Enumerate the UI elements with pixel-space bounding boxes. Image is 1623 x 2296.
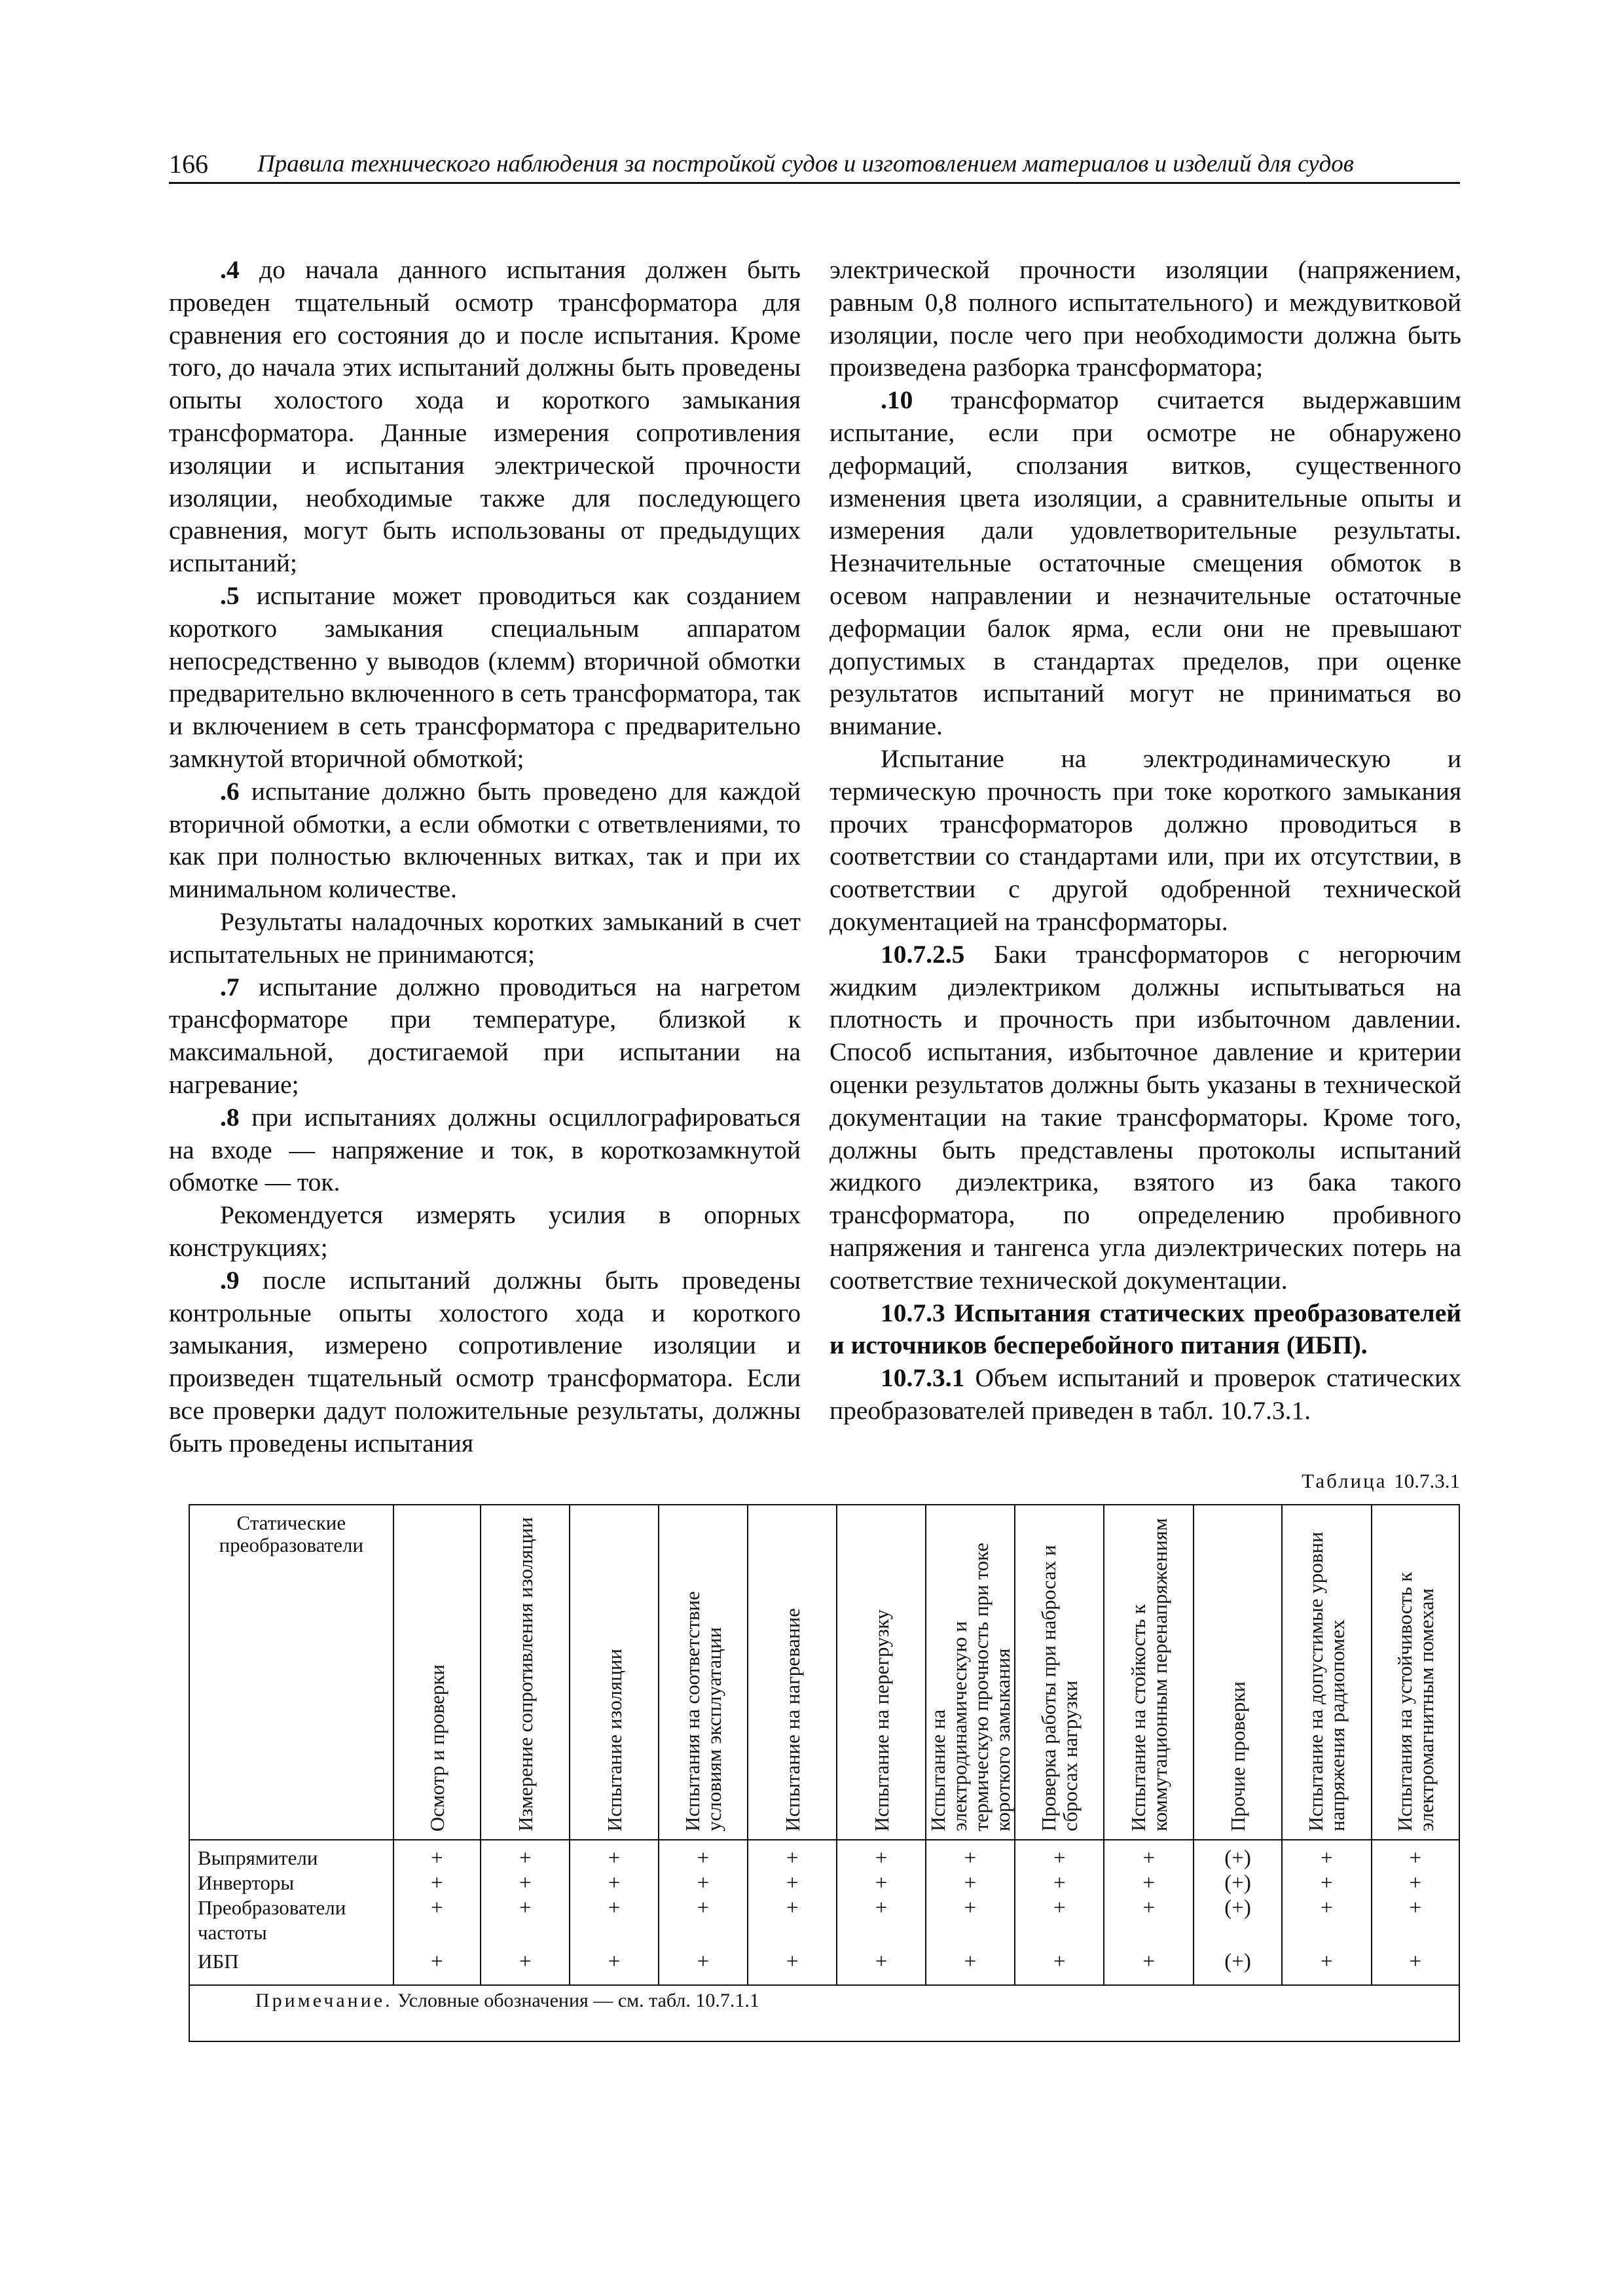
table-cell: +	[748, 1895, 837, 1945]
text-span: 10.7.2.5	[881, 939, 965, 969]
table-cell: +	[481, 1895, 570, 1945]
table-row	[189, 1871, 1459, 1895]
corner-header: Статические преобразователи	[189, 1505, 393, 1840]
table-row	[189, 1945, 1459, 1985]
text-span: 10.7.3.1	[1394, 1469, 1460, 1492]
table-cell: +	[659, 1840, 748, 1871]
text-span: Испытание на допустимые уровни напряжения радиопомех	[1304, 1532, 1349, 1831]
column-header	[1282, 1505, 1371, 1840]
column-header	[393, 1505, 481, 1840]
text-span: Осмотр и проверки	[425, 1664, 448, 1831]
table-cell: +	[1015, 1895, 1104, 1945]
text-span: .4	[220, 255, 240, 284]
table-cell: +	[926, 1840, 1015, 1871]
page-header	[169, 149, 1460, 184]
table-cell: +	[748, 1840, 837, 1871]
left-column	[169, 254, 801, 1460]
table-cell: +	[659, 1895, 748, 1945]
text-span: .8	[220, 1102, 240, 1132]
text-span: до начала данного испытания должен быть проведен тщательный осмотр трансформатора для сравнения его состояния до и после испытания. Кроме того, до начала этих испытаний должны быть проведены опыты холостого хода и короткого замыкания трансформатора. Данные измерения сопротивления изоляции и испытания электрической прочности изоляции, необходимые также для последующего сравнения, могут быть использованы от предыдущих испытаний;	[169, 255, 801, 578]
table-note-row	[189, 1985, 1459, 2041]
text-span: .9	[220, 1265, 240, 1295]
paragraph	[830, 1362, 1461, 1427]
table-cell: +	[1372, 1840, 1459, 1871]
paragraph	[169, 1102, 801, 1199]
table-cell: +	[1282, 1895, 1371, 1945]
text-span: при испытаниях должны осциллографироваться на входе — напряжение и ток, в короткозамкнутой обмотке — ток.	[169, 1102, 801, 1197]
table-cell: +	[570, 1871, 658, 1895]
table-row	[189, 1840, 1459, 1871]
table-cell: +	[1372, 1945, 1459, 1985]
text-span: испытание может проводиться как созданием короткого замыкания специальным аппаратом непосредственно у выводов (клемм) вторичной обмотки предварительно включенного в сеть трансформатора, так и включением в сеть трансформатора с предварительно замкнутой вторичной обмоткой;	[169, 581, 801, 773]
table-cell: +	[926, 1945, 1015, 1985]
table-caption	[917, 1469, 1460, 1493]
table-cell: (+)	[1194, 1895, 1282, 1945]
page-number: 166	[169, 149, 208, 179]
row-label: Выпрямители	[189, 1840, 393, 1871]
text-span: .10	[881, 386, 913, 415]
table-cell: +	[926, 1871, 1015, 1895]
text-span: .5	[220, 581, 240, 610]
table-cell: +	[837, 1871, 925, 1895]
table-cell: +	[926, 1895, 1015, 1945]
paragraph	[169, 254, 801, 580]
paragraph	[169, 1265, 801, 1460]
table-cell: +	[1372, 1871, 1459, 1895]
table-cell: +	[1104, 1840, 1193, 1871]
paragraph	[169, 971, 801, 1102]
row-label: ИБП	[189, 1945, 393, 1985]
column-header	[570, 1505, 658, 1840]
paragraph: электрической прочности изоляции (напряжением, равным 0,8 полного испытательного) и междувитковой изоляции, после чего при необходимости должна быть произведена разборка трансформатора;	[830, 255, 1461, 382]
table-cell: +	[570, 1895, 658, 1945]
table-cell: +	[1104, 1871, 1193, 1895]
column-header	[1104, 1505, 1193, 1840]
table-cell: +	[748, 1871, 837, 1895]
column-header	[1194, 1505, 1282, 1840]
table-note	[189, 1985, 1459, 2041]
table-cell: +	[1282, 1871, 1371, 1895]
table-cell: +	[659, 1945, 748, 1985]
paragraph: Результаты наладочных коротких замыканий в счет испытательных не принимаются;	[169, 906, 801, 969]
row-label: Преобразователи частоты	[189, 1895, 393, 1945]
section-heading	[830, 1297, 1461, 1363]
table-cell: +	[1015, 1840, 1104, 1871]
table-cell: +	[393, 1945, 481, 1985]
text-span: после испытаний должны быть проведены контрольные опыты холостого хода и короткого замыкания, измерено сопротивление изоляции и произведен тщательный осмотр трансформатора. Если все проверки дадут положительные результаты, должны быть проведены испытания	[169, 1265, 801, 1458]
table-cell: +	[837, 1895, 925, 1945]
table-cell: +	[481, 1840, 570, 1871]
paragraph	[830, 384, 1461, 743]
paragraph	[830, 939, 1461, 1297]
table-cell: +	[1015, 1871, 1104, 1895]
paragraph: Рекомендуется измерять усилия в опорных конструкциях;	[169, 1200, 801, 1262]
text-span: Испытание изоляции	[602, 1648, 626, 1831]
text-span: 10.7.3 Испытания статических преобразователей и источников бесперебойного питания (ИБП).	[830, 1298, 1461, 1360]
table-header-row	[189, 1505, 1459, 1840]
text-span: .7	[220, 972, 240, 1001]
text-span: Испытания на соответствие условиям эксплуатации	[680, 1591, 725, 1831]
table-cell: +	[1282, 1945, 1371, 1985]
table-cell: +	[570, 1945, 658, 1985]
table-cell: +	[393, 1895, 481, 1945]
text-span: Испытание на перегрузку	[869, 1609, 893, 1831]
table-cell: +	[837, 1945, 925, 1985]
column-header	[926, 1505, 1015, 1840]
text-span: Испытание на нагревание	[780, 1607, 804, 1831]
table-cell: +	[393, 1871, 481, 1895]
text-span: .6	[220, 776, 240, 806]
column-header	[659, 1505, 748, 1840]
table-cell: +	[481, 1945, 570, 1985]
table-cell: +	[1104, 1945, 1193, 1985]
table-cell: +	[1015, 1945, 1104, 1985]
running-title: Правила технического наблюдения за постройкой судов и изготовлением материалов и изделий для судов	[257, 151, 1354, 177]
table-cell: +	[748, 1945, 837, 1985]
table-cell: +	[481, 1871, 570, 1895]
paragraph: Испытание на электродинамическую и термическую прочность при токе короткого замыкания прочих трансформаторов должно проводиться в соответствии со стандартами или, при их отсутствии, в соответствии с другой одобренной технической документацией на трансформаторы.	[830, 744, 1461, 936]
table-cell: +	[1282, 1840, 1371, 1871]
table-cell: +	[393, 1840, 481, 1871]
text-span: Условные обозначения — см. табл. 10.7.1.1	[392, 1990, 759, 2011]
column-header	[837, 1505, 925, 1840]
text-span: Прочие проверки	[1226, 1681, 1250, 1831]
table-cell: (+)	[1194, 1840, 1282, 1871]
text-span: Баки трансформаторов с негорючим жидким диэлектриком должны испытываться на плотность и прочность при избыточном давлении. Способ испытания, избыточное давление и критерии оценки результатов должны быть указаны в технической документации на такие трансформаторы. Кроме того, должны быть представлены протоколы испытаний жидкого диэлектрика, взятого из бака такого трансформатора, по определению пробивного напряжения и тангенса угла диэлектрических потерь на соответствие технической документации.	[830, 939, 1461, 1295]
table-cell: +	[1104, 1895, 1193, 1945]
text-span: Испытание на стойкость к коммутационным перенапряжениям	[1126, 1518, 1171, 1831]
text-span: Измерение сопротивления изоляции	[513, 1517, 537, 1831]
text-span: Примечание.	[255, 1990, 393, 2011]
table-row	[189, 1895, 1459, 1945]
paragraph	[169, 776, 801, 906]
column-header	[481, 1505, 570, 1840]
text-span: Испытания на устойчивость к электромагнитным помехам	[1393, 1571, 1438, 1831]
row-label: Инверторы	[189, 1871, 393, 1895]
table-cell: (+)	[1194, 1871, 1282, 1895]
column-header	[748, 1505, 837, 1840]
table-cell: +	[1372, 1895, 1459, 1945]
test-scope-table	[189, 1504, 1460, 2042]
table-cell: +	[570, 1840, 658, 1871]
text-span: испытание должно быть проведено для каждой вторичной обмотки, а если обмотки с ответвлениями, то как при полностью включенных витках, так и при их минимальном количестве.	[169, 776, 801, 904]
text-span: Объем испытаний и проверок статических преобразователей приведен в табл. 10.7.3.1.	[830, 1363, 1461, 1425]
table-cell: (+)	[1194, 1945, 1282, 1985]
text-span: 10.7.3.1	[881, 1363, 965, 1393]
text-span: испытание должно проводиться на нагретом трансформаторе при температуре, близкой к максимальной, достигаемой при испытании на нагревание;	[169, 972, 801, 1099]
table-cell: +	[659, 1871, 748, 1895]
table-cell: +	[837, 1840, 925, 1871]
text-span: Проверка работы при набросах и сбросах нагрузки	[1037, 1545, 1082, 1831]
column-header	[1015, 1505, 1104, 1840]
text-span: Испытание на электродинамическую и термическую прочность при токе короткого замыкания	[926, 1542, 1014, 1831]
right-column	[830, 254, 1461, 1427]
text-span: Таблица	[1302, 1469, 1387, 1492]
paragraph	[169, 580, 801, 776]
column-header	[1372, 1505, 1459, 1840]
text-span: трансформатор считается выдержавшим испытание, если при осмотре не обнаружено деформаций, сползания витков, существенного изменения цвета изоляции, а сравнительные опыты и измерения дали удовлетворительные результаты. Незначительные остаточные смещения обмоток в осевом направлении и незначительные остаточные деформации балок ярма, если они не превышают допустимых в стандартах пределов, при оценке результатов испытаний могут не приниматься во внимание.	[830, 386, 1461, 741]
